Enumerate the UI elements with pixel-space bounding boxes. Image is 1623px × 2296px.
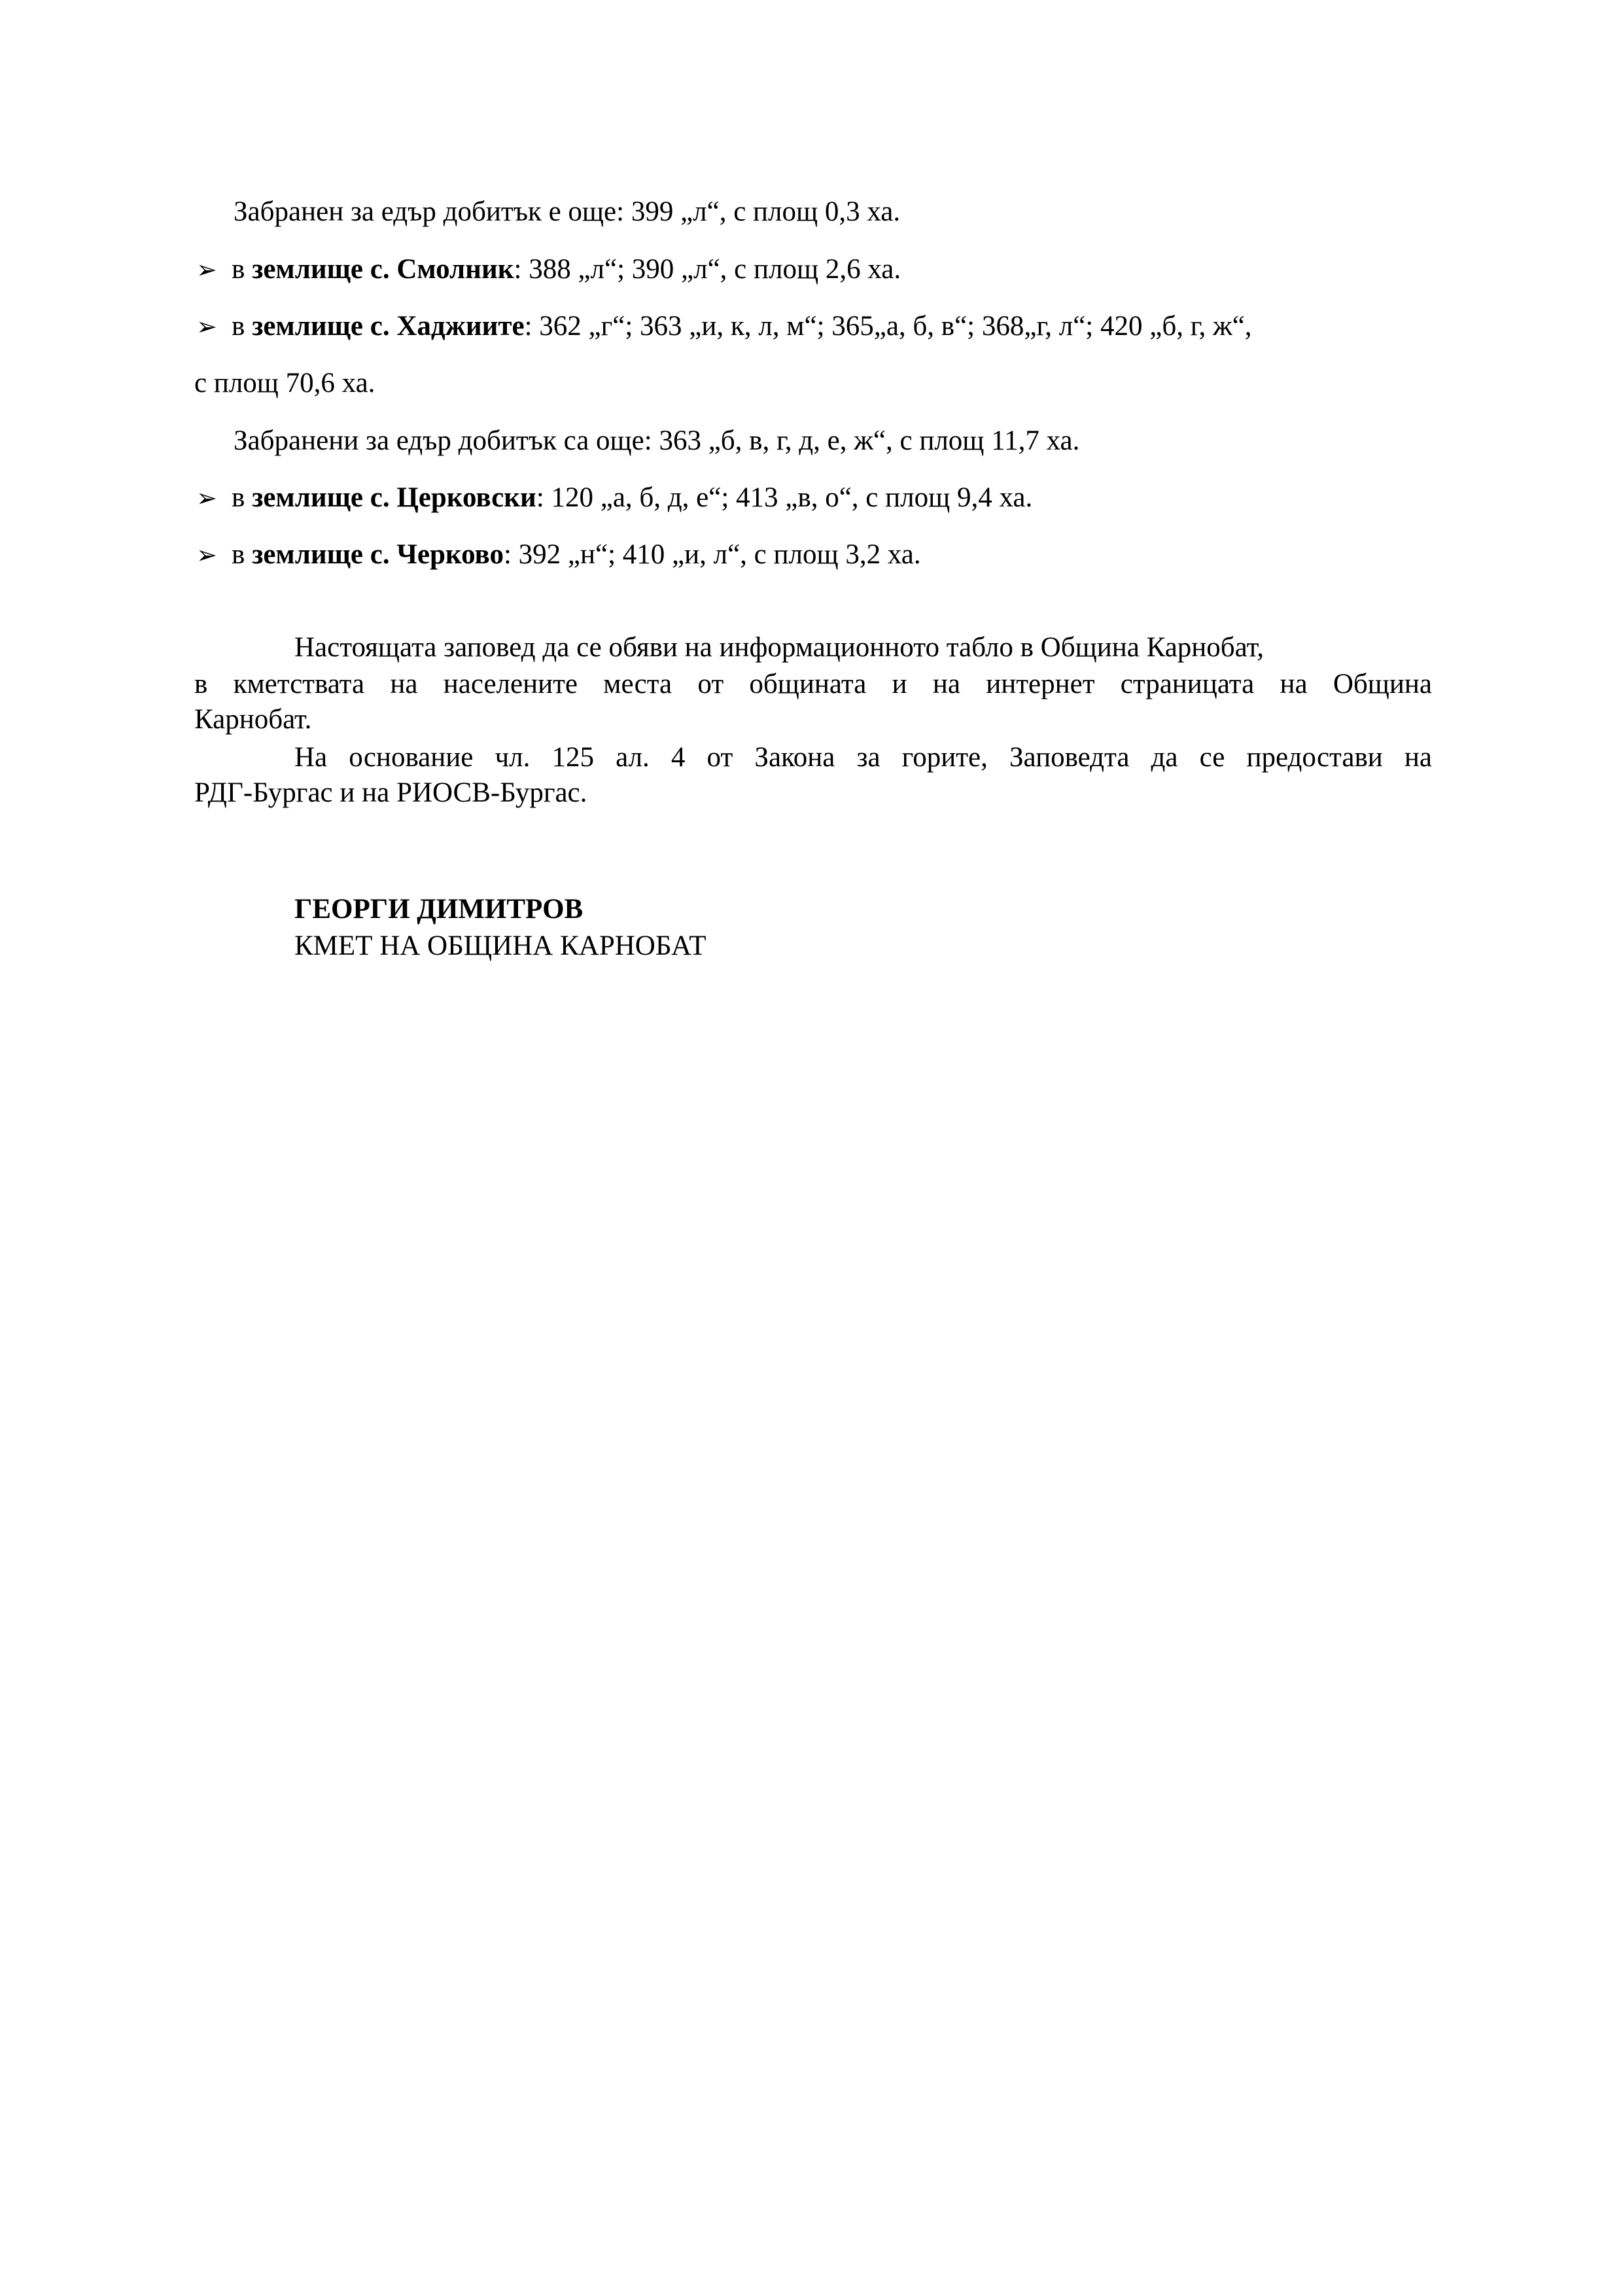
- list-item-prefix: в: [232, 482, 253, 513]
- list-item-village: землище с. Хаджиите: [252, 311, 525, 342]
- list-item-village: землище с. Смолник: [252, 254, 514, 285]
- arrow-bullet-icon: ➢: [196, 484, 217, 512]
- list-item-prefix: в: [232, 311, 253, 342]
- paragraph-announcement-line-3: [194, 703, 311, 737]
- arrow-bullet-icon: ➢: [196, 255, 217, 284]
- paragraph-announcement-line-2: [194, 666, 1432, 703]
- list-item-prefix: в: [232, 254, 253, 285]
- list-item-details: : 392 „н“; 410 „и, л“, с площ 3,2 ха.: [503, 539, 921, 570]
- arrow-bullet-icon: ➢: [196, 312, 217, 341]
- signature-title: КМЕТ НА ОБЩИНА КАРНОБАТ: [294, 930, 707, 961]
- list-item-details: : 120 „а, б, д, е“; 413 „в, о“, с площ 9,4 ха.: [536, 482, 1033, 513]
- paragraph-text: Карнобат.: [194, 704, 312, 735]
- list-item-hadzhiite: [196, 309, 1252, 344]
- paragraph-text: РДГ-Бургас и на РИОСВ-Бургас.: [194, 777, 587, 808]
- paragraph-text: На основание чл. 125 ал. 4 от Закона за горите, Заповедта да се предостави на: [294, 742, 1432, 773]
- paragraph-announcement-line-1: [294, 631, 1264, 665]
- paragraph-text: Настоящата заповед да се обяви на информационното табло в Община Карнобат,: [294, 632, 1264, 663]
- list-item-smolnik: [196, 253, 901, 287]
- list-item-village: землище с. Черково: [252, 539, 504, 570]
- paragraph-text: в кметствата на населените места от общината и на интернет страницата на Община: [194, 669, 1432, 699]
- text-line-restriction-1: [234, 195, 900, 229]
- text-line-restriction-2: [234, 424, 1079, 458]
- arrow-bullet-icon: ➢: [196, 540, 217, 569]
- list-item-hadzhiite-continued: [194, 366, 375, 400]
- list-item-village: землище с. Церковски: [252, 482, 536, 513]
- list-item-cherkovo: [196, 538, 921, 572]
- list-item-prefix: в: [232, 539, 253, 570]
- restriction-text: Забранени за едър добитък са още: 363 „б, в, г, д, е, ж“, с площ 11,7 ха.: [234, 425, 1080, 456]
- list-item-tserkovski: [196, 481, 1032, 515]
- paragraph-forwarding-line-1: [294, 739, 1432, 776]
- list-item-details: : 388 „л“; 390 „л“, с площ 2,6 ха.: [514, 254, 901, 285]
- continued-text: с площ 70,6 ха.: [194, 368, 375, 398]
- paragraph-forwarding-line-2: [194, 776, 587, 810]
- restriction-text: Забранен за едър добитък е още: 399 „л“, с площ 0,3 ха.: [234, 196, 901, 227]
- signature-name: ГЕОРГИ ДИМИТРОВ: [294, 894, 584, 925]
- list-item-details: : 362 „г“; 363 „и, к, л, м“; 365„а, б, в“; 368„г, л“; 420 „б, г, ж“,: [524, 311, 1252, 342]
